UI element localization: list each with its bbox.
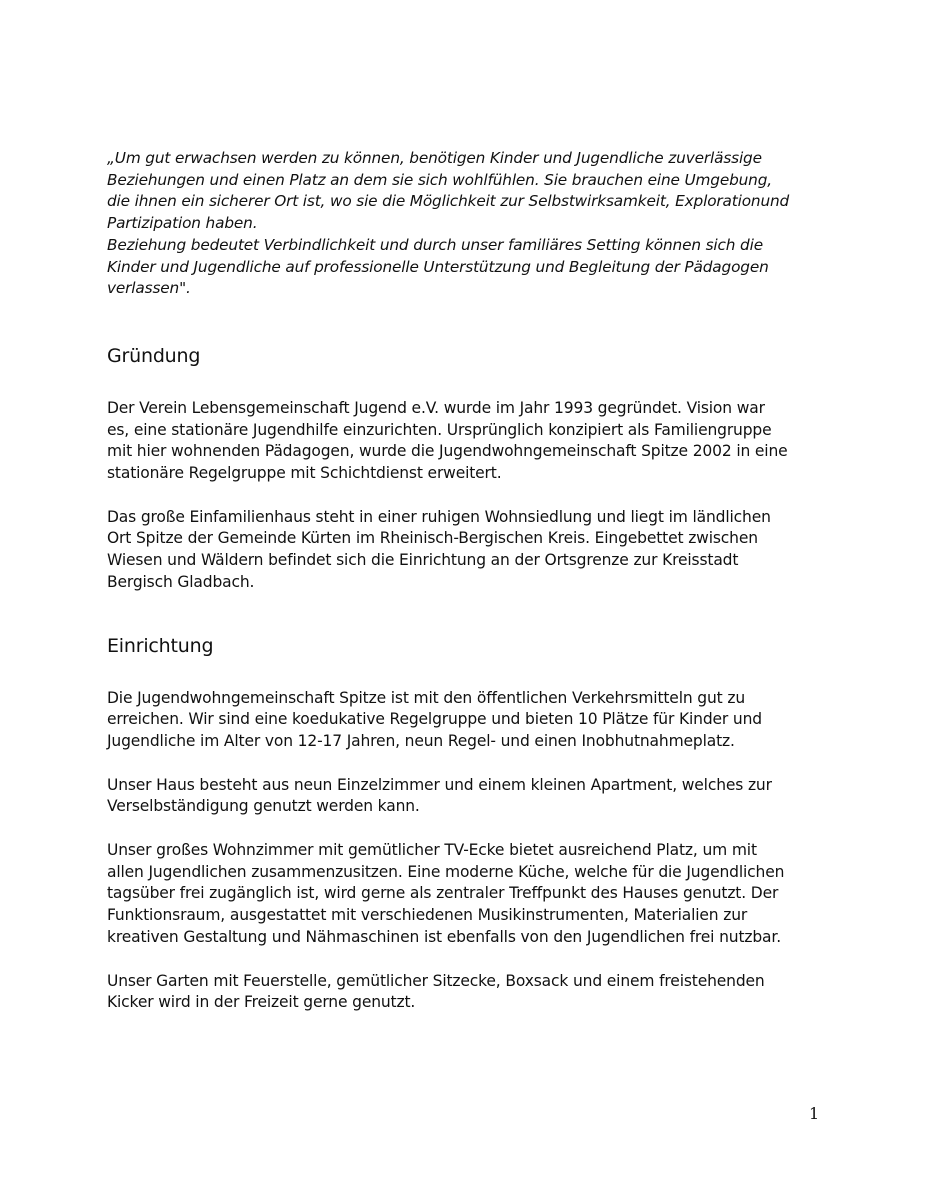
page-number: 1 <box>809 1104 820 1123</box>
text-line: Funktionsraum, ausgestattet mit verschiedenen Musikinstrumenten, Materialien zur <box>107 906 748 925</box>
text-line: Ort Spitze der Gemeinde Kürten im Rheinisch-Bergischen Kreis. Eingebettet zwischen <box>107 529 758 548</box>
text-line: erreichen. Wir sind eine koedukative Regelgruppe und bieten 10 Plätze für Kinder und <box>107 710 762 729</box>
einrichtung-paragraph-3 <box>107 840 827 949</box>
text-line: Unser Haus besteht aus neun Einzelzimmer und einem kleinen Apartment, welches zur <box>107 775 772 794</box>
text-line: kreativen Gestaltung und Nähmaschinen ist ebenfalls von den Jugendlichen frei nutzbar. <box>107 927 781 946</box>
quote-line: die ihnen ein sicherer Ort ist, wo sie die Möglichkeit zur Selbstwirksamkeit, Explorationund <box>107 192 790 211</box>
text-line: allen Jugendlichen zusammenzusitzen. Eine moderne Küche, welche für die Jugendlichen <box>107 862 785 881</box>
text-line: Jugendliche im Alter von 12-17 Jahren, neun Regel- und einen Inobhutnahmeplatz. <box>107 731 735 750</box>
text-line: tagsüber frei zugänglich ist, wird gerne als zentraler Treffpunkt des Hauses genutzt. Der <box>107 884 779 903</box>
text-line: Bergisch Gladbach. <box>107 572 255 591</box>
page-content <box>107 148 827 1014</box>
text-line: Unser Garten mit Feuerstelle, gemütlicher Sitzecke, Boxsack und einem freistehenden <box>107 971 765 990</box>
text-line: Die Jugendwohngemeinschaft Spitze ist mit den öffentlichen Verkehrsmitteln gut zu <box>107 688 746 707</box>
einrichtung-paragraph-1 <box>107 688 827 753</box>
text-line: mit hier wohnenden Pädagogen, wurde die Jugendwohngemeinschaft Spitze 2002 in eine <box>107 442 788 461</box>
text-line: stationäre Regelgruppe mit Schichtdienst erweitert. <box>107 464 502 483</box>
quote-line: Kinder und Jugendliche auf professionelle Unterstützung und Begleitung der Pädagogen <box>107 257 769 276</box>
text-line: Verselbständigung genutzt werden kann. <box>107 797 420 816</box>
einrichtung-paragraph-2 <box>107 775 827 818</box>
quote-line: verlassen". <box>107 279 191 298</box>
gruendung-paragraph-2 <box>107 507 827 594</box>
text-line: Wiesen und Wäldern befindet sich die Einrichtung an der Ortsgrenze zur Kreisstadt <box>107 551 739 570</box>
intro-quote <box>107 148 827 300</box>
quote-line: Partizipation haben. <box>107 214 258 233</box>
einrichtung-paragraph-4 <box>107 971 827 1014</box>
text-line: es, eine stationäre Jugendhilfe einzurichten. Ursprünglich konzipiert als Familiengruppe <box>107 420 772 439</box>
text-line: Das große Einfamilienhaus steht in einer ruhigen Wohnsiedlung und liegt im ländlichen <box>107 507 771 526</box>
gruendung-paragraph-1 <box>107 398 827 485</box>
quote-line: Beziehung bedeutet Verbindlichkeit und durch unser familiäres Setting können sich die <box>107 235 763 254</box>
text-line: Der Verein Lebensgemeinschaft Jugend e.V. wurde im Jahr 1993 gegründet. Vision war <box>107 398 765 417</box>
quote-line: „Um gut erwachsen werden zu können, benötigen Kinder und Jugendliche zuverlässige <box>107 149 762 167</box>
text-line: Unser großes Wohnzimmer mit gemütlicher TV-Ecke bietet ausreichend Platz, um mit <box>107 841 757 860</box>
section-heading-gruendung: Gründung <box>107 344 201 367</box>
quote-line: Beziehungen und einen Platz an dem sie sich wohlfühlen. Sie brauchen eine Umgebung, <box>107 170 772 189</box>
section-heading-einrichtung: Einrichtung <box>107 634 214 657</box>
text-line: Kicker wird in der Freizeit gerne genutzt. <box>107 993 416 1012</box>
